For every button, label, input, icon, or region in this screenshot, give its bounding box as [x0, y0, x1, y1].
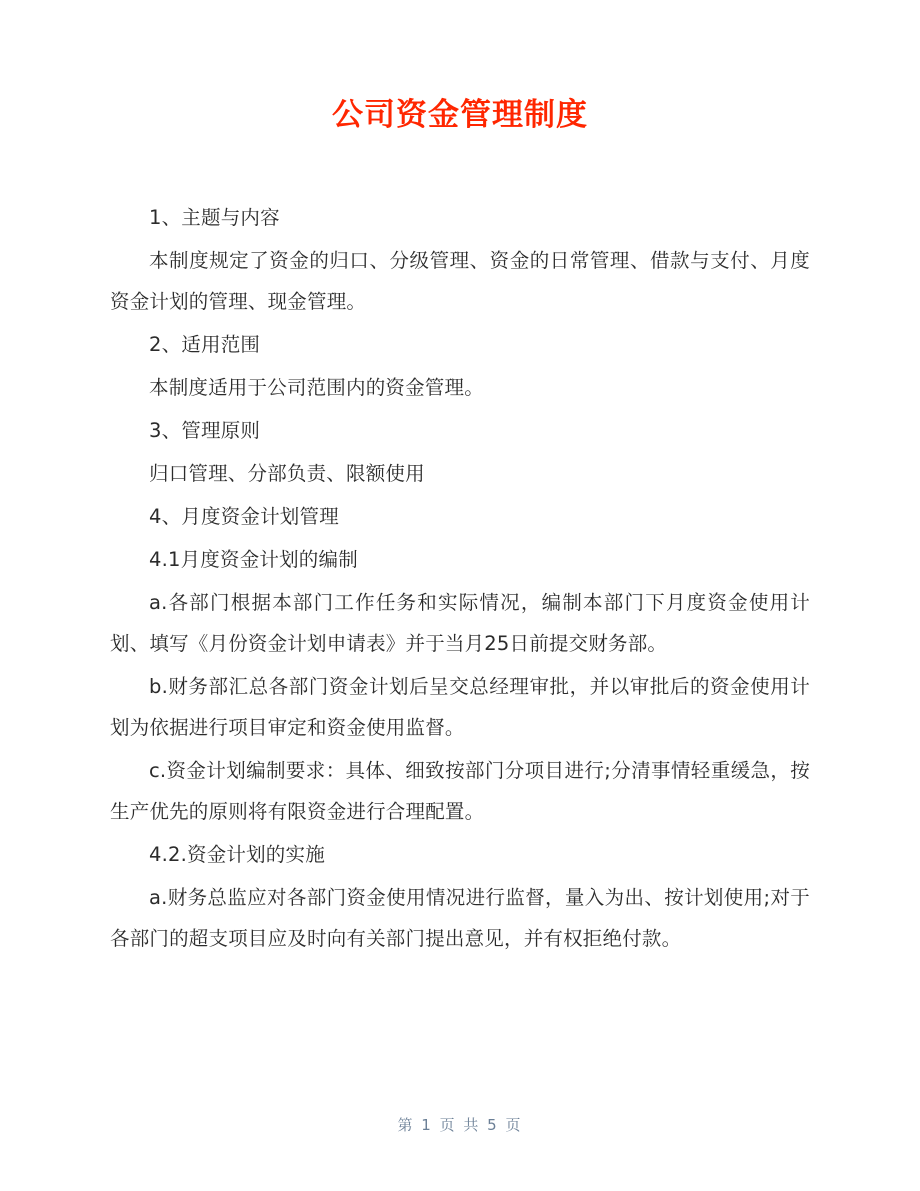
paragraph: 归口管理、分部负责、限额使用 [149, 461, 425, 485]
page-number-label: 第 1 页 共 5 页 [397, 1116, 523, 1134]
paragraph: 本制度适用于公司范围内的资金管理。 [149, 375, 484, 399]
page-footer [0, 1114, 920, 1135]
paragraph: c.资金计划编制要求：具体、细致按部门分项目进行;分清事情轻重缓急，按生产优先的原则将有限资金进行合理配置。 [110, 758, 810, 823]
paragraph: a.财务总监应对各部门资金使用情况进行监督，量入为出、按计划使用;对于各部门的超支项目应及时向有关部门提出意见，并有权拒绝付款。 [110, 885, 810, 950]
paragraph: 2、适用范围 [149, 332, 261, 356]
paragraph: 4.1月度资金计划的编制 [149, 547, 358, 571]
paragraph: a.各部门根据本部门工作任务和实际情况，编制本部门下月度资金使用计划、填写《月份资金计划申请表》并于当月25日前提交财务部。 [110, 590, 810, 655]
paragraph: b.财务部汇总各部门资金计划后呈交总经理审批，并以审批后的资金使用计划为依据进行项目审定和资金使用监督。 [110, 674, 810, 739]
document-body [110, 197, 810, 959]
paragraph: 1、主题与内容 [149, 205, 280, 229]
page-title: 公司资金管理制度 [332, 97, 588, 133]
paragraph: 4、月度资金计划管理 [149, 504, 339, 528]
paragraph: 本制度规定了资金的归口、分级管理、资金的日常管理、借款与支付、月度资金计划的管理、现金管理。 [110, 248, 810, 313]
paragraph: 3、管理原则 [149, 418, 261, 442]
paragraph: 4.2.资金计划的实施 [149, 842, 325, 866]
